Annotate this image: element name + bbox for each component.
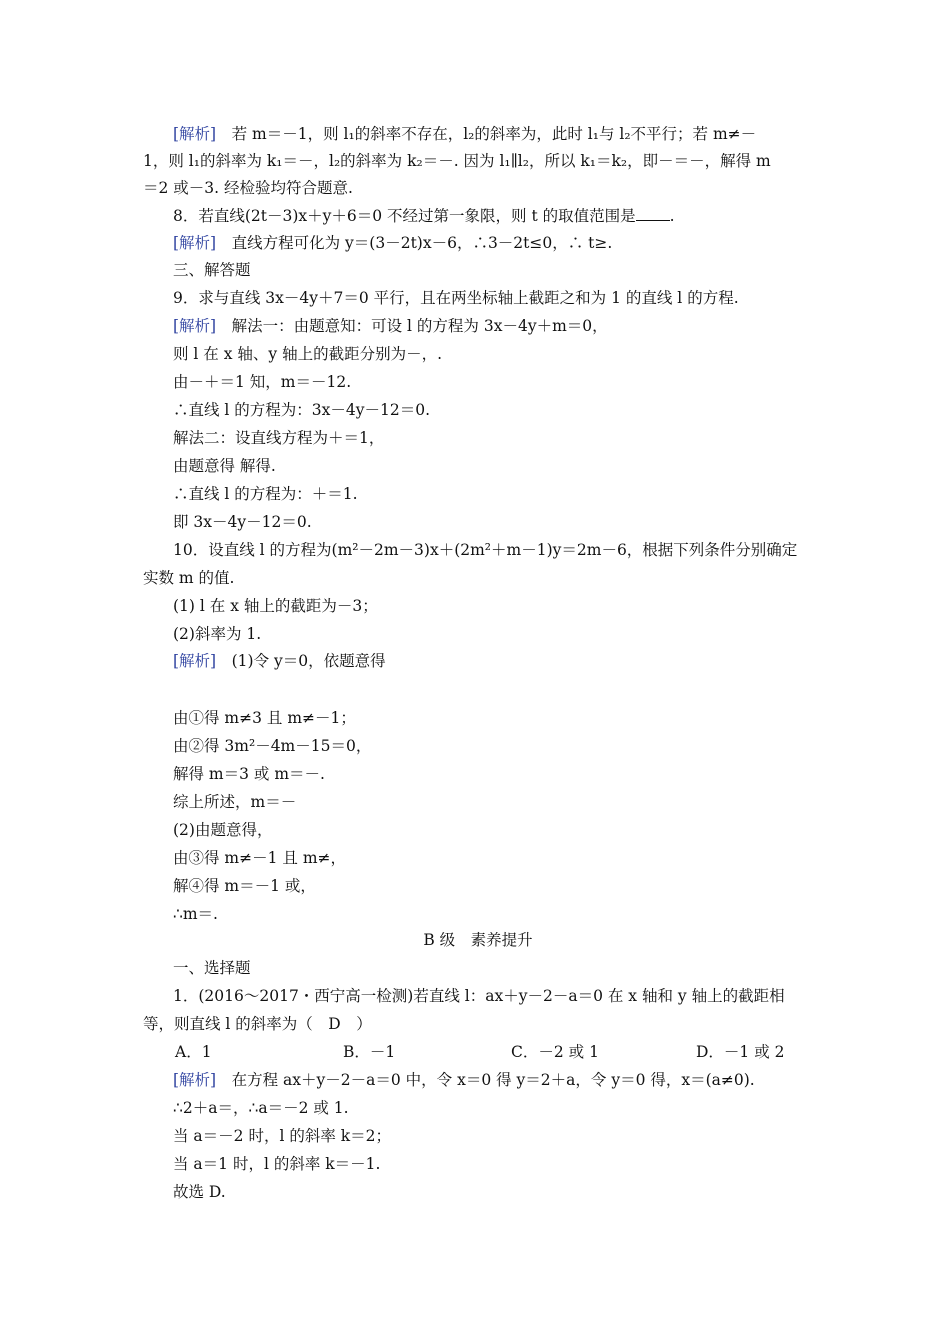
text-line: 则 l 在 x 轴、y 轴上的截距分别为－，.	[173, 345, 443, 363]
section-heading: 一、选择题	[173, 959, 251, 977]
analysis-tag: [解析]	[173, 652, 217, 670]
text-line: ∴m＝.	[173, 905, 218, 923]
text-line: [解析] 直线方程可化为 y＝(3－2t)x－6，∴3－2t≤0，∴ t≥.	[173, 234, 613, 252]
text-line: 解④得 m＝－1 或，	[173, 877, 316, 895]
text-line: ∴2＋a＝，∴a＝－2 或 1.	[173, 1099, 349, 1117]
section-heading: 三、解答题	[173, 261, 251, 279]
analysis-tag: [解析]	[173, 234, 217, 252]
text-line: (2)斜率为 1.	[173, 625, 262, 643]
text-line: [解析] 解法一：由题意知：可设 l 的方程为 3x－4y＋m＝0，	[173, 317, 608, 335]
text-line: 由题意得 解得.	[173, 457, 276, 475]
text-line: 由－＋＝1 知，m＝－12.	[173, 373, 352, 391]
answer-blank	[636, 206, 670, 221]
text-line: ∴直线 l 的方程为：＋＝1.	[173, 485, 358, 503]
question-9: 9．求与直线 3x－4y＋7＝0 平行，且在两坐标轴上截距之和为 1 的直线 l 的方程.	[173, 289, 739, 307]
text-line: 由②得 3m²－4m－15＝0，	[173, 737, 372, 755]
text-line: 实数 m 的值.	[143, 569, 235, 587]
text-line: 由③得 m≠－1 且 m≠，	[173, 849, 347, 867]
analysis-tag: [解析]	[173, 125, 217, 143]
text-line: 即 3x－4y－12＝0.	[173, 513, 312, 531]
text-line: [解析] 若 m＝－1，则 l₁的斜率不存在，l₂的斜率为，此时 l₁与 l₂不平行；若 m≠－	[173, 125, 757, 143]
text-line: 当 a＝1 时，l 的斜率 k＝－1.	[173, 1155, 381, 1173]
question-8: 8．若直线(2t－3)x＋y＋6＝0 不经过第一象限，则 t 的取值范围是 .	[173, 207, 675, 225]
text-line: (2)由题意得，	[173, 821, 273, 839]
text-line: 解得 m＝3 或 m＝－.	[173, 765, 325, 783]
analysis-tag: [解析]	[173, 1071, 217, 1089]
text-line: 当 a＝－2 时，l 的斜率 k＝2；	[173, 1127, 392, 1145]
text-line: [解析] 在方程 ax＋y－2－a＝0 中，令 x＝0 得 y＝2＋a，令 y＝0 得，x＝(a≠0).	[173, 1071, 755, 1089]
text-line: ∴直线 l 的方程为：3x－4y－12＝0.	[173, 401, 431, 419]
choice-b: B．－1	[343, 1043, 396, 1061]
question-b1: 1．(2016～2017・西宁高一检测)若直线 l：ax＋y－2－a＝0 在 x 轴和 y 轴上的截距相	[173, 987, 785, 1005]
analysis-tag: [解析]	[173, 317, 217, 335]
text-line: 等，则直线 l 的斜率为（ D ）	[143, 1015, 372, 1033]
section-title: B 级 素养提升	[423, 931, 533, 949]
choice-a: A．1	[175, 1043, 212, 1061]
question-10: 10．设直线 l 的方程为(m²－2m－3)x＋(2m²＋m－1)y＝2m－6，根据下列条件分别确定	[173, 541, 798, 559]
text-line: 故选 D.	[173, 1183, 226, 1201]
text-line: 解法二：设直线方程为＋＝1，	[173, 429, 385, 447]
text-line: [解析] (1)令 y＝0，依题意得	[173, 652, 386, 670]
text-line: ＝2 或－3. 经检验均符合题意.	[143, 179, 353, 197]
choice-c: C．－2 或 1	[511, 1043, 599, 1061]
text-line: (1) l 在 x 轴上的截距为－3；	[173, 597, 378, 615]
text-line: 由①得 m≠3 且 m≠－1；	[173, 709, 356, 727]
choice-d: D．－1 或 2	[696, 1043, 785, 1061]
text-line: 综上所述，m＝－	[173, 793, 297, 811]
text-line: 1，则 l₁的斜率为 k₁＝－，l₂的斜率为 k₂＝－. 因为 l₁∥l₂，所以 k₁＝k₂，即－＝－，解得 m	[143, 152, 771, 170]
